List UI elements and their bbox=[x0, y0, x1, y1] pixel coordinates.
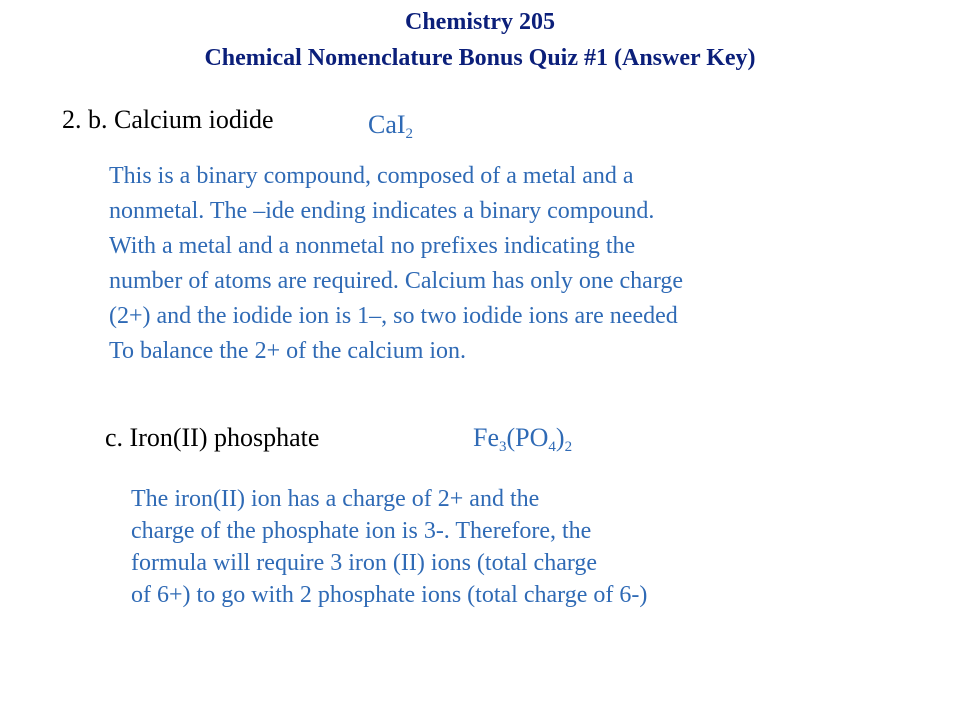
explanation-line: nonmetal. The –ide ending indicates a binary compound. bbox=[109, 198, 655, 224]
explanation-line: This is a binary compound, composed of a metal and a bbox=[109, 163, 634, 189]
question-c-label: c. Iron(II) phosphate bbox=[105, 423, 320, 452]
explanation-line: number of atoms are required. Calcium has only one charge bbox=[109, 268, 684, 294]
explanation-line: With a metal and a nonmetal no prefixes indicating the bbox=[109, 233, 636, 259]
formula-part: Fe bbox=[473, 423, 499, 452]
question-b-label: 2. b. Calcium iodide bbox=[62, 105, 274, 134]
explanation-line: charge of the phosphate ion is 3-. Therefore, the bbox=[131, 518, 592, 544]
formula-subscript: 4 bbox=[548, 439, 556, 455]
formula-subscript: 2 bbox=[405, 126, 414, 142]
course-title: Chemistry 205 bbox=[405, 9, 555, 35]
question-b-formula bbox=[368, 110, 413, 140]
explanation-line: (2+) and the iodide ion is 1–, so two iodide ions are needed bbox=[109, 303, 678, 329]
question-b-explanation bbox=[109, 159, 683, 369]
formula-subscript: 3 bbox=[499, 439, 507, 455]
question-c-formula bbox=[473, 423, 572, 453]
explanation-line: To balance the 2+ of the calcium ion. bbox=[109, 338, 467, 364]
formula-subscript: 2 bbox=[564, 439, 573, 455]
quiz-title: Chemical Nomenclature Bonus Quiz #1 (Answer Key) bbox=[204, 45, 756, 71]
explanation-line: formula will require 3 iron (II) ions (total charge bbox=[131, 550, 598, 576]
formula-part: ) bbox=[555, 423, 565, 452]
formula-part: (PO bbox=[506, 423, 549, 452]
question-c-explanation bbox=[131, 483, 647, 611]
explanation-line: of 6+) to go with 2 phosphate ions (total charge of 6-) bbox=[131, 582, 648, 608]
explanation-line: The iron(II) ion has a charge of 2+ and the bbox=[131, 486, 540, 512]
formula-base: CaI bbox=[368, 110, 406, 139]
